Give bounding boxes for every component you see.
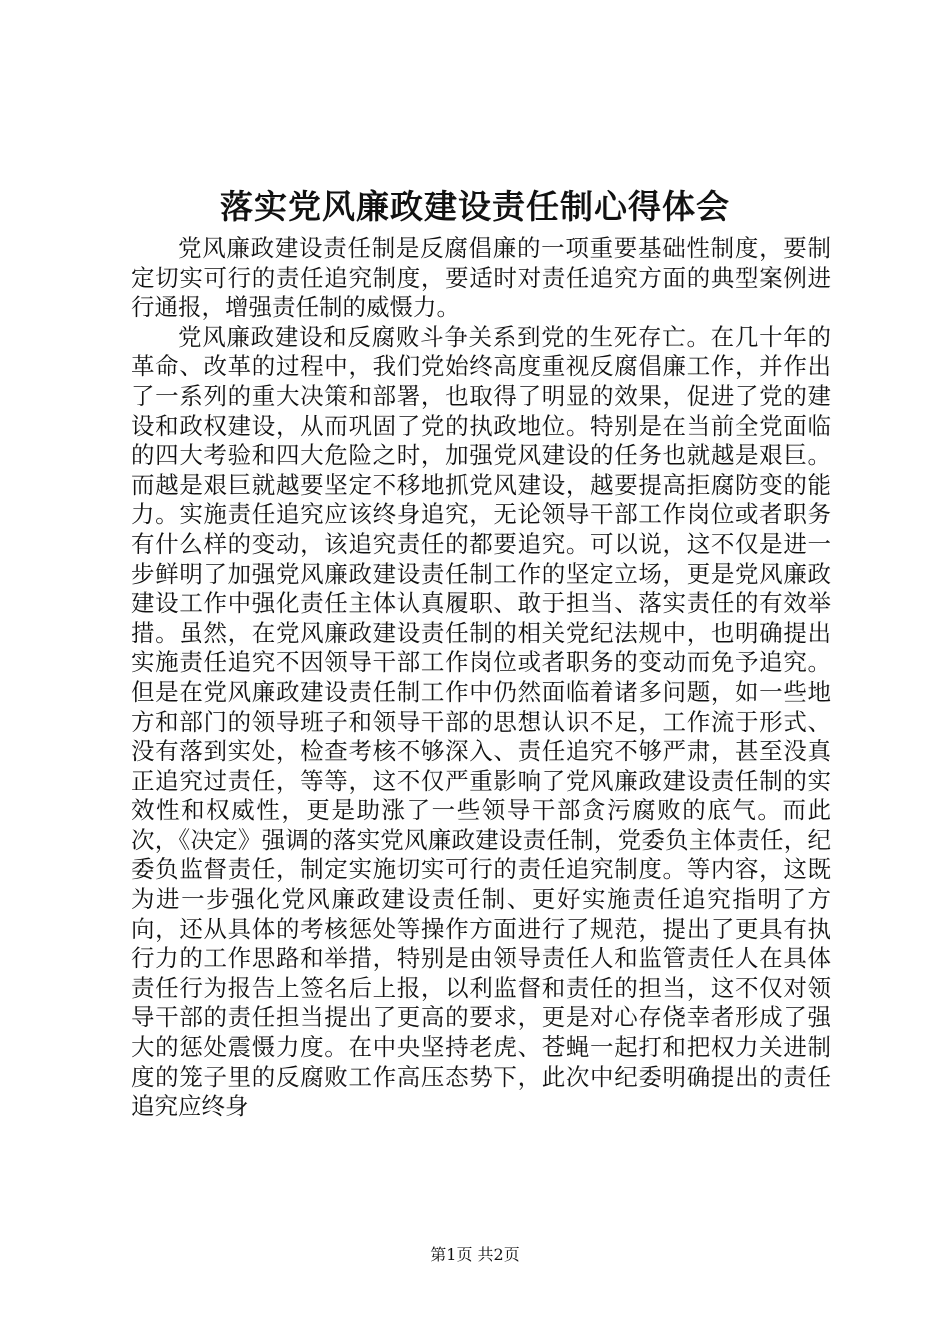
page-footer: 第1页 共2页 <box>430 1245 520 1264</box>
document-body <box>131 234 831 1122</box>
paragraph: 党风廉政建设和反腐败斗争关系到党的生死存亡。在几十年的革命、改革的过程中，我们党始终高度重视反腐倡廉工作，并作出了一系列的重大决策和部署，也取得了明显的效果，促进了党的建设和政权建设，从而巩固了党的执政地位。特别是在当前全党面临的四大考验和四大危险之时，加强党风建设的任务也就越是艰巨。而越是艰巨就越要坚定不移地抓党风建设，越要提高拒腐防变的能力。实施责任追究应该终身追究，无论领导干部工作岗位或者职务有什么样的变动，该追究责任的都要追究。可以说，这不仅是进一步鲜明了加强党风廉政建设责任制工作的坚定立场，更是党风廉政建设工作中强化责任主体认真履职、敢于担当、落实责任的有效举措。虽然，在党风廉政建设责任制的相关党纪法规中，也明确提出实施责任追究不因领导干部工作岗位或者职务的变动而免予追究。但是在党风廉政建设责任制工作中仍然面临着诸多问题，如一些地方和部门的领导班子和领导干部的思想认识不足，工作流于形式、没有落到实处，检查考核不够深入、责任追究不够严肃，甚至没真正追究过责任，等等，这不仅严重影响了党风廉政建设责任制的实效性和权威性，更是助涨了一些领导干部贪污腐败的底气。而此次，《决定》强调的落实党风廉政建设责任制，党委负主体责任，纪委负监督责任，制定实施切实可行的责任追究制度。等内容，这既为进一步强化党风廉政建设责任制、更好实施责任追究指明了方向，还从具体的考核惩处等操作方面进行了规范，提出了更具有执行力的工作思路和举措，特别是由领导责任人和监管责任人在具体责任行为报告上签名后上报，以利监督和责任的担当，这不仅对领导干部的责任担当提出了更高的要求，更是对心存侥幸者形成了强大的惩处震慑力度。在中央坚持老虎、苍蝇一起打和把权力关进制度的笼子里的反腐败工作高压态势下，此次中纪委明确提出的责任追究应终身 <box>131 322 831 1121</box>
paragraph: 党风廉政建设责任制是反腐倡廉的一项重要基础性制度，要制定切实可行的责任追究制度，要适时对责任追究方面的典型案例进行通报，增强责任制的威慑力。 <box>131 234 831 322</box>
document-title: 落实党风廉政建设责任制心得体会 <box>220 187 730 226</box>
